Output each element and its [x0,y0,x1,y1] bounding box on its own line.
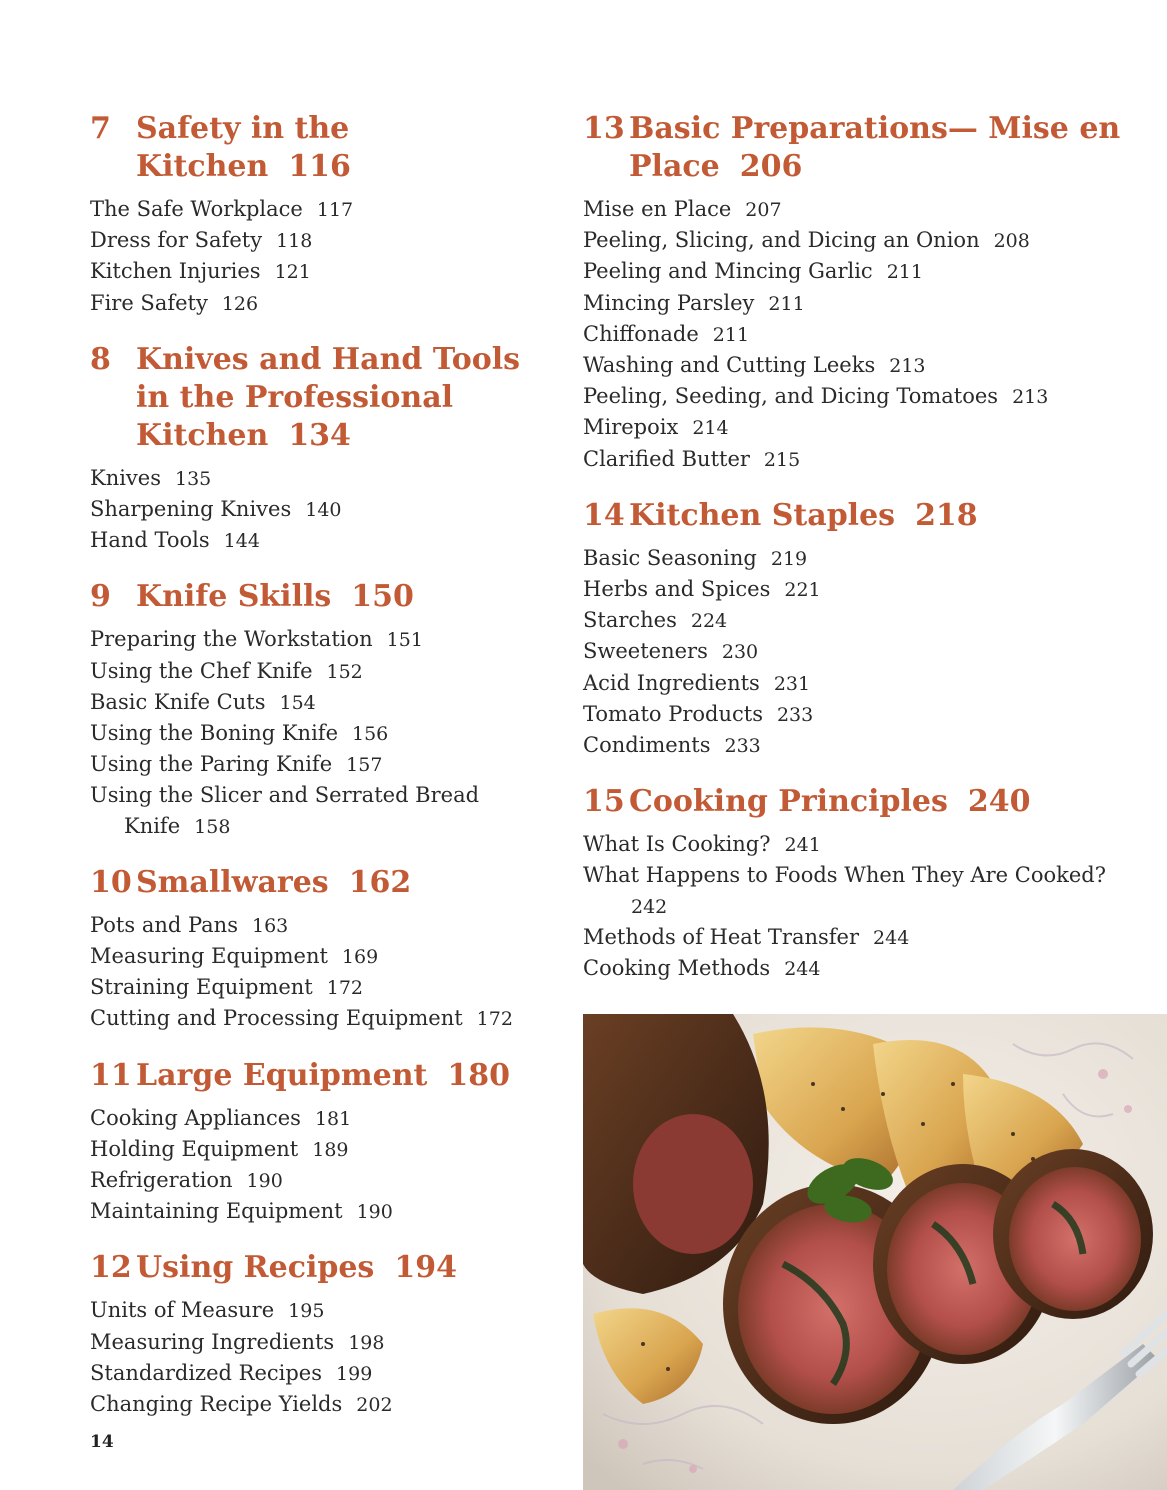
chapter-number: 14 [583,497,625,533]
entry-title: Sharpening Knives [90,497,292,522]
entry-title: Maintaining Equipment [90,1199,343,1224]
entry-title: Mincing Parsley [583,290,755,315]
entry-title: What Happens to Foods When They Are Cooked? [583,863,1106,888]
entry-title: Condiments [583,733,711,758]
chapter-entries [583,829,1153,984]
entry-title: Holding Equipment [90,1136,299,1161]
toc-entry [90,941,560,972]
chapter-page: 180 [447,1057,510,1093]
chapter-title-wrap [136,110,560,186]
entry-page: 219 [770,547,808,570]
chapter-heading [583,110,1153,186]
entry-title: Standardized Recipes [90,1360,323,1385]
toc-entry [90,749,560,780]
chapter-number: 9 [90,579,111,615]
entry-page: 121 [274,261,311,284]
entry-title: Clarified Butter [583,446,750,471]
chapter-15 [583,783,1153,984]
chapter-heading [90,1057,560,1095]
entry-page: 172 [476,1008,513,1031]
chapter-number: 12 [90,1250,132,1286]
entry-page: 117 [316,199,354,221]
chapter-title: Large Equipment [136,1057,428,1093]
toc-entry [583,922,1153,953]
toc-entry [90,780,560,841]
chapter-page: 218 [915,497,978,533]
entry-page: 213 [889,355,926,378]
entry-page: 189 [312,1138,349,1161]
entry-title: Using the Paring Knife [90,752,333,777]
toc-entry [583,381,1153,412]
entry-title: Units of Measure [90,1298,275,1323]
chapter-title-wrap [136,1057,560,1095]
entry-page: 242 [631,895,668,918]
chapter-entries [90,463,560,557]
toc-entry [583,350,1153,381]
entry-page: 244 [873,926,910,949]
entry-title: Acid Ingredients [583,670,760,695]
toc-entry [90,1165,560,1196]
toc-entry [583,829,1153,860]
entry-title: Tomato Products [583,701,763,726]
toc-entry [583,730,1153,761]
entry-page: 140 [305,499,342,522]
chapter-heading [583,783,1153,821]
chapter-title: Cooking Principles [629,784,948,820]
entry-title: The Safe Workplace [90,197,303,221]
entry-title: Measuring Ingredients [90,1329,335,1354]
toc-entry [583,636,1153,667]
chapter-title-wrap [136,578,560,616]
entry-title: Pots and Pans [90,912,238,937]
toc-entry [90,1389,560,1420]
entry-title: Basic Knife Cuts [90,689,266,714]
entry-title: Cooking Methods [583,956,771,981]
entry-page: 233 [776,703,814,726]
entry-page: 190 [356,1201,393,1224]
entry-page: 190 [246,1170,283,1193]
entry-page: 198 [348,1331,385,1354]
entry-page: 135 [175,467,212,490]
toc-entry [90,687,560,718]
entry-title: Using the Boning Knife [90,721,338,746]
entry-page: 241 [784,834,821,857]
entry-title: Refrigeration [90,1168,233,1193]
toc-entry [90,494,560,525]
chapter-11 [90,1057,560,1228]
toc-entry [90,225,560,256]
chapter-entries [90,624,560,841]
entry-title: Using the Slicer and Serrated Bread Knife [90,783,480,838]
entry-page: 211 [712,323,750,346]
entry-page: 154 [279,691,316,714]
toc-entry [90,1295,560,1326]
toc-entry [583,444,1153,475]
chapter-page: 150 [351,579,414,615]
entry-page: 157 [346,754,383,777]
entry-page: 207 [745,199,782,221]
entry-page: 172 [326,977,364,1000]
chapter-number: 11 [90,1057,132,1093]
toc-entry [90,910,560,941]
chapter-title: Knives and Hand Tools in the Professional Kitchen [136,341,521,453]
entry-page: 221 [784,579,821,602]
toc-entry [90,1003,560,1034]
entry-title: Peeling, Slicing, and Dicing an Onion [583,228,980,253]
toc-entry [583,225,1153,256]
entry-page: 151 [386,629,423,652]
entry-title: Knives [90,465,161,490]
chapter-entries [90,1103,560,1228]
entry-title: Sweeteners [583,639,708,664]
entry-title: Hand Tools [90,528,210,553]
chapter-entries [90,910,560,1035]
toc-entry [90,288,560,319]
chapter-heading [583,497,1153,535]
toc-entry [90,525,560,556]
toc-entry [583,288,1153,319]
toc-entry [583,699,1153,730]
chapter-number: 10 [90,864,132,900]
chapter-page: 194 [394,1250,457,1286]
toc-entry [583,256,1153,287]
page-number: 14 [90,1432,114,1452]
toc-entry [583,319,1153,350]
toc-entry [583,860,1153,921]
chapter-title: Basic Preparations— Mise en Place [629,111,1121,184]
entry-title: Straining Equipment [90,975,313,1000]
toc-entry [90,1327,560,1358]
chapter-title-wrap [629,497,1153,535]
entry-title: Preparing the Workstation [90,627,373,652]
entry-page: 156 [352,723,389,746]
entry-page: 215 [763,448,801,471]
entry-page: 214 [692,417,729,440]
entry-page: 199 [336,1362,373,1385]
entry-page: 158 [194,815,231,838]
chapter-entries [90,1295,560,1420]
entry-page: 195 [288,1300,325,1323]
chapter-heading [90,110,560,186]
entry-title: Fire Safety [90,290,208,315]
toc-entry [90,656,560,687]
entry-page: 144 [223,530,260,553]
chapter-8 [90,341,560,557]
entry-page: 244 [784,958,821,981]
entry-title: Cooking Appliances [90,1105,301,1130]
chapter-title-wrap [136,341,560,455]
entry-page: 233 [724,735,761,758]
entry-page: 169 [341,946,379,969]
chapter-13 [583,110,1153,475]
chapter-title: Using Recipes [136,1250,375,1286]
entry-page: 224 [690,610,728,633]
entry-page: 213 [1012,386,1049,409]
chapter-title: Safety in the Kitchen [136,111,350,184]
chapter-number: 13 [583,111,625,146]
left-column [90,110,560,1442]
entry-page: 152 [326,660,363,683]
entry-title: Washing and Cutting Leeks [583,353,876,378]
chapter-heading [90,578,560,616]
chapter-14 [583,497,1153,761]
entry-title: Kitchen Injuries [90,259,261,284]
chapter-entries [583,543,1153,761]
entry-page: 211 [886,261,923,284]
chapter-number: 7 [90,111,111,146]
entry-page: 202 [356,1394,393,1417]
chapter-entries [90,194,560,319]
entry-title: Starches [583,608,677,633]
toc-entry [583,412,1153,443]
toc-entry [90,194,560,225]
chapter-9 [90,578,560,841]
entry-page: 208 [993,230,1030,253]
entry-page: 231 [773,672,811,695]
entry-title: Using the Chef Knife [90,658,313,683]
entry-title: Mise en Place [583,197,732,221]
toc-entry [90,1196,560,1227]
entry-page: 230 [721,641,759,664]
entry-title: Mirepoix [583,415,679,440]
toc-entry [90,1103,560,1134]
chapter-12 [90,1249,560,1420]
entry-page: 126 [221,292,259,315]
chapter-7 [90,110,560,319]
chapter-title-wrap [136,864,560,902]
toc-entry [90,624,560,655]
entry-title: Herbs and Spices [583,577,771,602]
chapter-heading [90,1249,560,1287]
chapter-heading [90,341,560,455]
roast-tenderloin-photo [583,1014,1167,1490]
entry-page: 211 [768,292,805,315]
chapter-page: 240 [967,784,1031,820]
toc-entry [583,543,1153,574]
chapter-page: 134 [288,417,351,453]
chapter-entries [583,194,1153,475]
toc-entry [90,718,560,749]
toc-entry [90,1358,560,1389]
entry-page: 163 [251,914,289,937]
chapter-page: 206 [739,149,803,184]
chapter-title-wrap [629,783,1153,821]
toc-entry [90,972,560,1003]
entry-title: Peeling and Mincing Garlic [583,259,873,284]
chapter-10 [90,864,560,1035]
chapter-title-wrap [136,1249,560,1287]
chapter-title: Kitchen Staples [629,497,896,533]
entry-title: Cutting and Processing Equipment [90,1006,463,1031]
toc-entry [583,953,1153,984]
chapter-page: 162 [348,864,412,900]
entry-title: Methods of Heat Transfer [583,924,860,949]
entry-title: Basic Seasoning [583,545,757,570]
chapter-number: 8 [90,341,111,377]
entry-title: What Is Cooking? [583,832,771,857]
toc-entry [90,1134,560,1165]
right-column [583,110,1153,1006]
chapter-title: Knife Skills [136,579,332,615]
toc-entry [90,256,560,287]
toc-entry [583,194,1153,225]
entry-title: Dress for Safety [90,228,263,253]
chapter-page: 116 [288,149,351,184]
chapter-title: Smallwares [136,864,329,900]
entry-title: Measuring Equipment [90,944,328,969]
toc-entry [583,574,1153,605]
entry-title: Chiffonade [583,321,699,346]
entry-page: 118 [276,230,313,253]
toc-entry [583,668,1153,699]
chapter-number: 15 [583,784,625,820]
chapter-title-wrap [629,110,1153,186]
chapter-heading [90,864,560,902]
entry-title: Peeling, Seeding, and Dicing Tomatoes [583,384,999,409]
entry-title: Changing Recipe Yields [90,1392,343,1417]
toc-entry [90,463,560,494]
toc-entry [583,605,1153,636]
entry-page: 181 [314,1107,352,1130]
